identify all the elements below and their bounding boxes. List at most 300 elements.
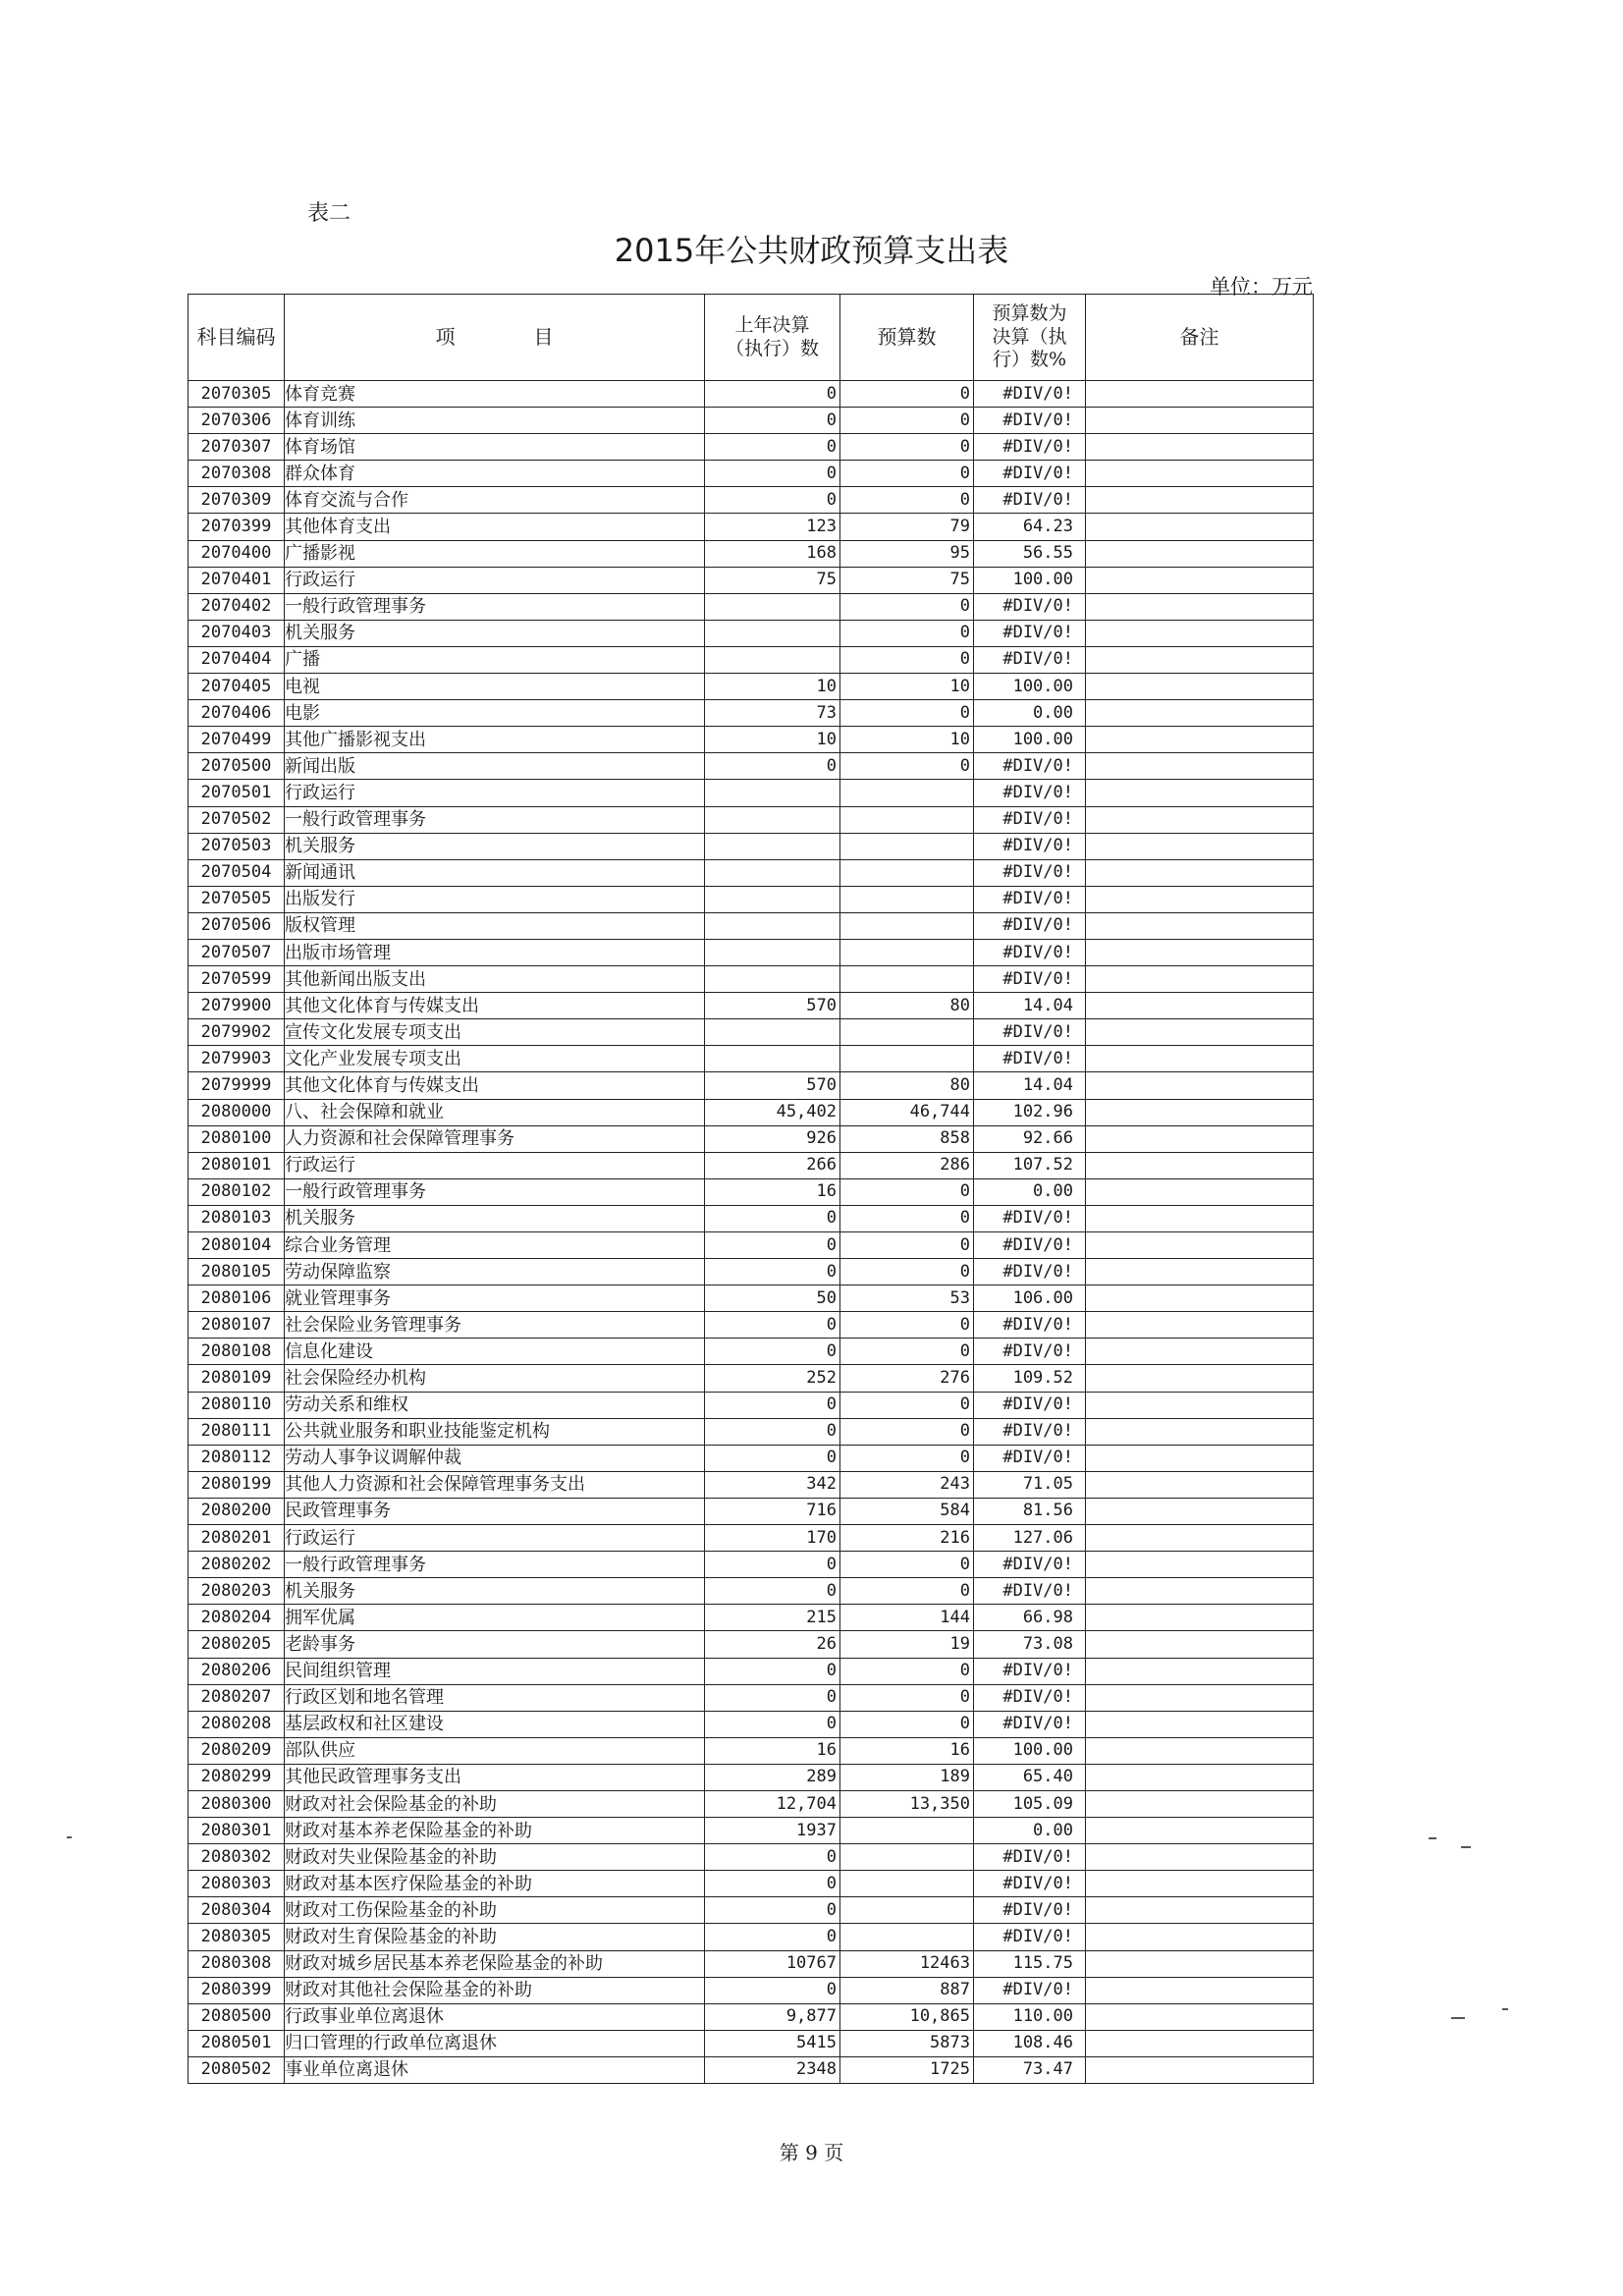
row-prev-actual: 45,402 [705, 1099, 840, 1125]
row-ratio: #DIV/0! [974, 1658, 1086, 1684]
row-budget [840, 1897, 974, 1924]
row-budget: 0 [840, 1339, 974, 1365]
row-prev-actual: 75 [705, 567, 840, 593]
table-row [189, 700, 1314, 727]
row-code: 2070401 [189, 567, 285, 593]
row-note [1086, 1605, 1314, 1631]
table-row [189, 1178, 1314, 1205]
row-note [1086, 859, 1314, 886]
row-prev-actual: 16 [705, 1737, 840, 1764]
row-budget: 0 [840, 1312, 974, 1339]
row-item-name: 其他民政管理事务支出 [285, 1764, 705, 1790]
table-row [189, 1445, 1314, 1471]
scan-speck [1429, 1837, 1436, 1839]
row-code: 2080109 [189, 1365, 285, 1392]
scan-speck [1502, 2008, 1508, 2010]
row-item-name: 基层政权和社区建设 [285, 1711, 705, 1737]
row-prev-actual [705, 1046, 840, 1072]
table-row [189, 1977, 1314, 2003]
row-ratio: 110.00 [974, 2003, 1086, 2030]
row-ratio: 100.00 [974, 567, 1086, 593]
row-code: 2080101 [189, 1152, 285, 1178]
row-prev-actual: 0 [705, 1232, 840, 1259]
row-note [1086, 461, 1314, 487]
row-code: 2080300 [189, 1790, 285, 1817]
row-budget: 0 [840, 1711, 974, 1737]
table-row [189, 540, 1314, 567]
row-note [1086, 593, 1314, 620]
row-code: 2070309 [189, 487, 285, 514]
row-ratio: #DIV/0! [974, 1339, 1086, 1365]
row-prev-actual: 168 [705, 540, 840, 567]
row-prev-actual [705, 620, 840, 646]
table-row [189, 1764, 1314, 1790]
row-code: 2080302 [189, 1844, 285, 1871]
row-budget [840, 833, 974, 859]
row-item-name: 其他文化体育与传媒支出 [285, 1072, 705, 1099]
table-row [189, 1737, 1314, 1764]
row-code: 2079902 [189, 1019, 285, 1046]
row-budget: 79 [840, 514, 974, 540]
row-note [1086, 727, 1314, 753]
row-code: 2080000 [189, 1099, 285, 1125]
header-row [189, 295, 1314, 381]
row-note [1086, 1844, 1314, 1871]
row-code: 2080202 [189, 1552, 285, 1578]
row-ratio: #DIV/0! [974, 1871, 1086, 1897]
row-ratio: #DIV/0! [974, 1897, 1086, 1924]
page-title: 2015年公共财政预算支出表 [614, 232, 1009, 269]
table-row [189, 1711, 1314, 1737]
table-row [189, 939, 1314, 965]
row-prev-actual: 0 [705, 1552, 840, 1578]
row-code: 2070306 [189, 408, 285, 434]
row-ratio: 100.00 [974, 727, 1086, 753]
row-ratio: 66.98 [974, 1605, 1086, 1631]
row-code: 2070307 [189, 434, 285, 461]
table-row [189, 408, 1314, 434]
row-budget: 0 [840, 620, 974, 646]
row-code: 2080208 [189, 1711, 285, 1737]
row-item-name: 财政对基本医疗保险基金的补助 [285, 1871, 705, 1897]
table-row [189, 1125, 1314, 1152]
row-item-name: 广播 [285, 646, 705, 673]
row-item-name: 归口管理的行政单位离退休 [285, 2030, 705, 2056]
row-code: 2080206 [189, 1658, 285, 1684]
header-prev-actual-text: 上年决算 （执行）数 [725, 313, 819, 359]
row-budget: 887 [840, 1977, 974, 2003]
row-budget: 13,350 [840, 1790, 974, 1817]
table-row [189, 1099, 1314, 1125]
table-row [189, 886, 1314, 912]
row-ratio: 108.46 [974, 2030, 1086, 2056]
row-item-name: 一般行政管理事务 [285, 806, 705, 833]
table-row [189, 1072, 1314, 1099]
row-ratio: 115.75 [974, 1950, 1086, 1977]
row-prev-actual: 0 [705, 1205, 840, 1231]
row-ratio: 107.52 [974, 1152, 1086, 1178]
row-prev-actual: 12,704 [705, 1790, 840, 1817]
table-row [189, 1392, 1314, 1418]
row-item-name: 其他新闻出版支出 [285, 966, 705, 993]
row-note [1086, 674, 1314, 700]
row-prev-actual [705, 646, 840, 673]
row-code: 2080207 [189, 1684, 285, 1711]
table-row [189, 487, 1314, 514]
row-note [1086, 1471, 1314, 1498]
row-note [1086, 1897, 1314, 1924]
row-ratio: #DIV/0! [974, 1392, 1086, 1418]
row-item-name: 出版市场管理 [285, 939, 705, 965]
row-ratio: #DIV/0! [974, 939, 1086, 965]
row-note [1086, 1498, 1314, 1524]
table-row [189, 912, 1314, 939]
row-prev-actual: 10 [705, 727, 840, 753]
row-ratio: 64.23 [974, 514, 1086, 540]
row-ratio: #DIV/0! [974, 1924, 1086, 1950]
row-budget: 0 [840, 487, 974, 514]
row-note [1086, 487, 1314, 514]
row-prev-actual: 0 [705, 1312, 840, 1339]
row-budget [840, 806, 974, 833]
row-prev-actual: 926 [705, 1125, 840, 1152]
row-item-name: 出版发行 [285, 886, 705, 912]
table-row [189, 674, 1314, 700]
row-ratio: #DIV/0! [974, 833, 1086, 859]
row-prev-actual [705, 939, 840, 965]
row-code: 2079999 [189, 1072, 285, 1099]
row-prev-actual: 10 [705, 674, 840, 700]
row-budget: 0 [840, 1392, 974, 1418]
row-code: 2080299 [189, 1764, 285, 1790]
table-row [189, 1312, 1314, 1339]
row-ratio: #DIV/0! [974, 912, 1086, 939]
table-row [189, 1365, 1314, 1392]
row-item-name: 财政对生育保险基金的补助 [285, 1924, 705, 1950]
row-budget: 0 [840, 753, 974, 780]
table-row [189, 993, 1314, 1019]
header-note: 备注 [1086, 295, 1314, 381]
row-budget: 584 [840, 1498, 974, 1524]
row-budget: 53 [840, 1285, 974, 1312]
row-code: 2070599 [189, 966, 285, 993]
row-note [1086, 1658, 1314, 1684]
row-note [1086, 1445, 1314, 1471]
row-prev-actual: 0 [705, 487, 840, 514]
row-budget: 16 [840, 1737, 974, 1764]
row-ratio: 92.66 [974, 1125, 1086, 1152]
table-row [189, 2030, 1314, 2056]
row-budget: 858 [840, 1125, 974, 1152]
row-budget: 216 [840, 1525, 974, 1552]
row-prev-actual [705, 966, 840, 993]
row-ratio: 81.56 [974, 1498, 1086, 1524]
row-code: 2080199 [189, 1471, 285, 1498]
header-budget: 预算数 [840, 295, 974, 381]
row-item-name: 财政对失业保险基金的补助 [285, 1844, 705, 1871]
row-ratio: #DIV/0! [974, 859, 1086, 886]
row-ratio: 106.00 [974, 1285, 1086, 1312]
table-row [189, 1578, 1314, 1605]
row-prev-actual: 73 [705, 700, 840, 727]
row-prev-actual: 0 [705, 1897, 840, 1924]
table-row [189, 1019, 1314, 1046]
row-note [1086, 1339, 1314, 1365]
row-budget: 75 [840, 567, 974, 593]
row-item-name: 一般行政管理事务 [285, 1178, 705, 1205]
row-note [1086, 1232, 1314, 1259]
row-ratio: #DIV/0! [974, 1552, 1086, 1578]
row-ratio: 65.40 [974, 1764, 1086, 1790]
row-prev-actual [705, 780, 840, 806]
row-item-name: 其他体育支出 [285, 514, 705, 540]
row-note [1086, 1046, 1314, 1072]
row-item-name: 版权管理 [285, 912, 705, 939]
row-budget: 0 [840, 1259, 974, 1285]
row-ratio: #DIV/0! [974, 381, 1086, 408]
row-ratio: #DIV/0! [974, 1711, 1086, 1737]
row-code: 2070399 [189, 514, 285, 540]
row-note [1086, 2030, 1314, 2056]
row-item-name: 行政运行 [285, 780, 705, 806]
table-row [189, 806, 1314, 833]
table-row [189, 1232, 1314, 1259]
row-item-name: 体育竞赛 [285, 381, 705, 408]
row-ratio: 73.08 [974, 1631, 1086, 1658]
row-prev-actual: 570 [705, 993, 840, 1019]
row-item-name: 文化产业发展专项支出 [285, 1046, 705, 1072]
row-budget: 80 [840, 1072, 974, 1099]
table-row [189, 727, 1314, 753]
row-budget [840, 1046, 974, 1072]
row-note [1086, 2056, 1314, 2083]
row-code: 2080102 [189, 1178, 285, 1205]
row-budget: 286 [840, 1152, 974, 1178]
row-note [1086, 514, 1314, 540]
row-note [1086, 912, 1314, 939]
row-note [1086, 780, 1314, 806]
row-code: 2080502 [189, 2056, 285, 2083]
row-prev-actual: 170 [705, 1525, 840, 1552]
table-row [189, 620, 1314, 646]
row-prev-actual: 289 [705, 1764, 840, 1790]
row-prev-actual [705, 1019, 840, 1046]
row-prev-actual: 342 [705, 1471, 840, 1498]
row-note [1086, 1418, 1314, 1445]
row-budget [840, 939, 974, 965]
row-note [1086, 1737, 1314, 1764]
row-ratio: #DIV/0! [974, 753, 1086, 780]
row-item-name: 财政对基本养老保险基金的补助 [285, 1818, 705, 1844]
row-code: 2070405 [189, 674, 285, 700]
row-budget: 0 [840, 1418, 974, 1445]
expenditure-table [188, 294, 1314, 2084]
row-note [1086, 1392, 1314, 1418]
row-note [1086, 1019, 1314, 1046]
row-note [1086, 1818, 1314, 1844]
row-note [1086, 1259, 1314, 1285]
row-prev-actual: 0 [705, 381, 840, 408]
row-code: 2080112 [189, 1445, 285, 1471]
row-prev-actual: 0 [705, 408, 840, 434]
row-budget: 0 [840, 1445, 974, 1471]
table-row [189, 1205, 1314, 1231]
row-item-name: 民政管理事务 [285, 1498, 705, 1524]
row-note [1086, 1552, 1314, 1578]
header-item: 项 目 [285, 295, 705, 381]
unit-label: 单位：万元 [1210, 275, 1313, 299]
row-prev-actual: 0 [705, 1259, 840, 1285]
row-code: 2070503 [189, 833, 285, 859]
row-code: 2070406 [189, 700, 285, 727]
row-code: 2080100 [189, 1125, 285, 1152]
row-item-name: 体育训练 [285, 408, 705, 434]
row-note [1086, 1365, 1314, 1392]
row-code: 2070505 [189, 886, 285, 912]
row-item-name: 群众体育 [285, 461, 705, 487]
row-budget: 0 [840, 593, 974, 620]
row-prev-actual: 26 [705, 1631, 840, 1658]
row-item-name: 综合业务管理 [285, 1232, 705, 1259]
table-row [189, 1339, 1314, 1365]
row-item-name: 行政运行 [285, 1152, 705, 1178]
row-ratio: #DIV/0! [974, 1418, 1086, 1445]
row-budget: 80 [840, 993, 974, 1019]
row-ratio: 14.04 [974, 1072, 1086, 1099]
row-note [1086, 1790, 1314, 1817]
row-item-name: 其他人力资源和社会保障管理事务支出 [285, 1471, 705, 1498]
row-budget: 19 [840, 1631, 974, 1658]
row-note [1086, 753, 1314, 780]
row-note [1086, 1578, 1314, 1605]
row-budget: 276 [840, 1365, 974, 1392]
row-budget [840, 780, 974, 806]
row-budget: 46,744 [840, 1099, 974, 1125]
row-note [1086, 1977, 1314, 2003]
row-note [1086, 886, 1314, 912]
row-budget: 0 [840, 408, 974, 434]
row-ratio: #DIV/0! [974, 1977, 1086, 2003]
row-item-name: 劳动人事争议调解仲裁 [285, 1445, 705, 1471]
row-ratio: 105.09 [974, 1790, 1086, 1817]
scan-speck [1451, 2017, 1465, 2019]
row-note [1086, 1525, 1314, 1552]
row-code: 2080105 [189, 1259, 285, 1285]
row-code: 2080204 [189, 1605, 285, 1631]
row-code: 2080107 [189, 1312, 285, 1339]
row-budget [840, 886, 974, 912]
table-row [189, 1471, 1314, 1498]
table-row [189, 1790, 1314, 1817]
row-ratio: #DIV/0! [974, 487, 1086, 514]
row-prev-actual: 0 [705, 1871, 840, 1897]
row-budget: 0 [840, 700, 974, 727]
row-code: 2070403 [189, 620, 285, 646]
row-note [1086, 833, 1314, 859]
row-item-name: 宣传文化发展专项支出 [285, 1019, 705, 1046]
row-item-name: 机关服务 [285, 1578, 705, 1605]
row-code: 2080209 [189, 1737, 285, 1764]
row-code: 2070305 [189, 381, 285, 408]
row-code: 2080110 [189, 1392, 285, 1418]
table-row [189, 1684, 1314, 1711]
row-budget: 0 [840, 1658, 974, 1684]
row-code: 2070506 [189, 912, 285, 939]
row-note [1086, 1152, 1314, 1178]
row-budget: 0 [840, 1232, 974, 1259]
row-item-name: 八、社会保障和就业 [285, 1099, 705, 1125]
row-prev-actual: 0 [705, 1977, 840, 2003]
row-code: 2070502 [189, 806, 285, 833]
row-ratio: #DIV/0! [974, 1046, 1086, 1072]
row-note [1086, 993, 1314, 1019]
header-prev-actual [705, 295, 840, 381]
row-item-name: 公共就业服务和职业技能鉴定机构 [285, 1418, 705, 1445]
row-note [1086, 966, 1314, 993]
row-code: 2070400 [189, 540, 285, 567]
row-item-name: 新闻出版 [285, 753, 705, 780]
row-note [1086, 567, 1314, 593]
row-ratio: #DIV/0! [974, 620, 1086, 646]
row-item-name: 体育交流与合作 [285, 487, 705, 514]
row-item-name: 社会保险业务管理事务 [285, 1312, 705, 1339]
row-note [1086, 1099, 1314, 1125]
row-code: 2079900 [189, 993, 285, 1019]
row-code: 2070504 [189, 859, 285, 886]
row-item-name: 其他文化体育与传媒支出 [285, 993, 705, 1019]
row-budget: 0 [840, 1578, 974, 1605]
row-note [1086, 1711, 1314, 1737]
row-budget: 0 [840, 1205, 974, 1231]
table-row [189, 753, 1314, 780]
row-ratio: 100.00 [974, 674, 1086, 700]
row-item-name: 行政事业单位离退休 [285, 2003, 705, 2030]
row-note [1086, 806, 1314, 833]
table-row [189, 1818, 1314, 1844]
row-code: 2080106 [189, 1285, 285, 1312]
row-code: 2080399 [189, 1977, 285, 2003]
row-item-name: 事业单位离退休 [285, 2056, 705, 2083]
row-note [1086, 1684, 1314, 1711]
row-item-name: 拥军优属 [285, 1605, 705, 1631]
row-code: 2070507 [189, 939, 285, 965]
row-prev-actual: 0 [705, 1844, 840, 1871]
row-item-name: 部队供应 [285, 1737, 705, 1764]
row-item-name: 民间组织管理 [285, 1658, 705, 1684]
row-ratio: 71.05 [974, 1471, 1086, 1498]
row-prev-actual: 252 [705, 1365, 840, 1392]
row-prev-actual: 215 [705, 1605, 840, 1631]
row-code: 2080304 [189, 1897, 285, 1924]
table-body [189, 381, 1314, 2084]
row-code: 2080305 [189, 1924, 285, 1950]
row-item-name: 劳动保障监察 [285, 1259, 705, 1285]
row-note [1086, 1631, 1314, 1658]
row-ratio: 0.00 [974, 1178, 1086, 1205]
row-ratio: 127.06 [974, 1525, 1086, 1552]
row-prev-actual: 0 [705, 753, 840, 780]
row-code: 2080308 [189, 1950, 285, 1977]
row-prev-actual: 716 [705, 1498, 840, 1524]
row-item-name: 财政对其他社会保险基金的补助 [285, 1977, 705, 2003]
row-prev-actual: 50 [705, 1285, 840, 1312]
row-prev-actual: 0 [705, 434, 840, 461]
table-row [189, 966, 1314, 993]
row-prev-actual: 0 [705, 1684, 840, 1711]
table-row [189, 1844, 1314, 1871]
table-row [189, 1658, 1314, 1684]
scan-speck [67, 1836, 72, 1838]
